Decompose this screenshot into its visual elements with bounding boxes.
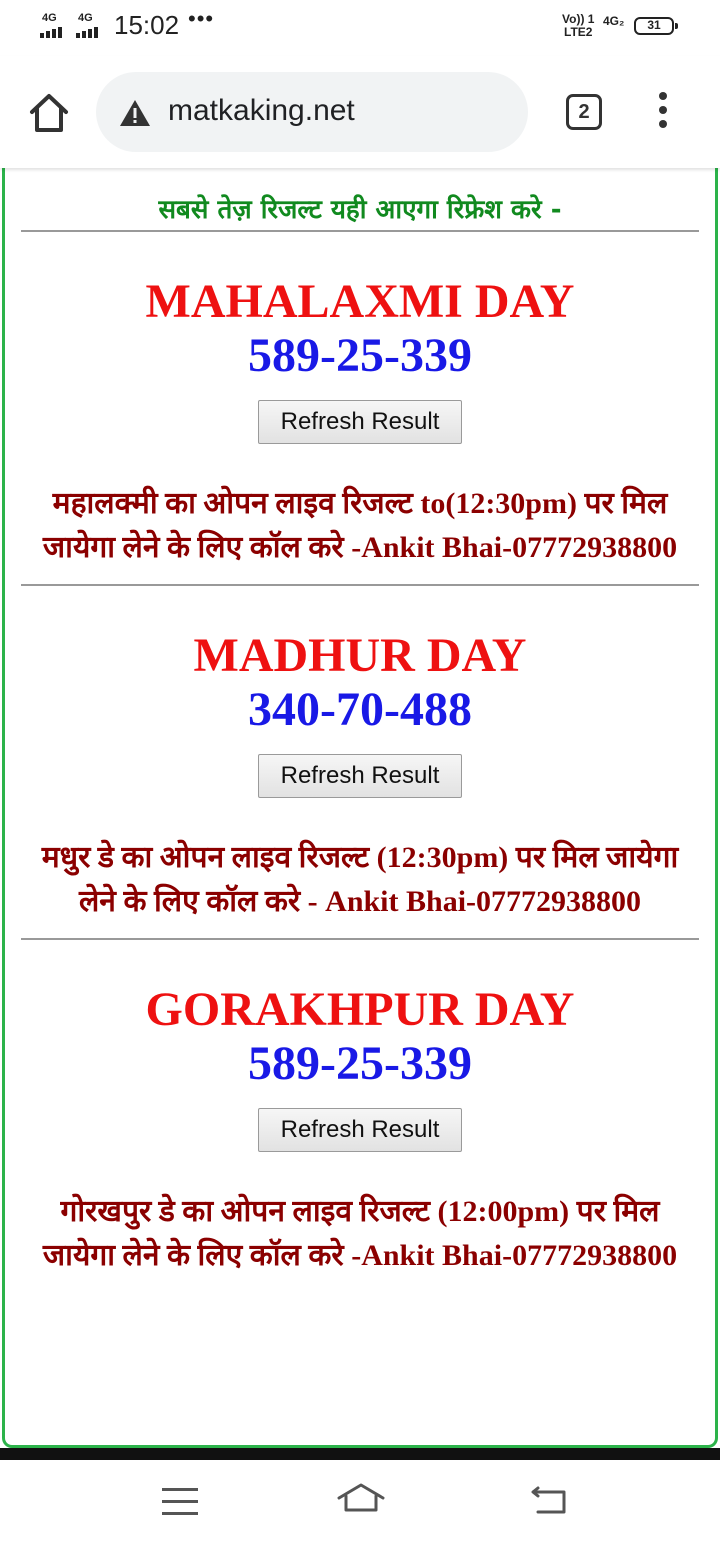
market-result: 589-25-339 bbox=[248, 1037, 472, 1090]
divider bbox=[21, 938, 699, 940]
status-time: 15:02 bbox=[114, 10, 180, 40]
notification-overflow-icon: ••• bbox=[188, 6, 215, 31]
back-icon[interactable] bbox=[530, 1486, 568, 1516]
navigation-bar bbox=[0, 1460, 720, 1544]
nav-home-icon[interactable] bbox=[336, 1482, 386, 1518]
web-page bbox=[2, 168, 718, 1448]
status-bar bbox=[0, 0, 720, 56]
browser-toolbar bbox=[0, 56, 720, 168]
home-icon[interactable] bbox=[24, 88, 74, 138]
market-card bbox=[5, 982, 715, 1278]
sim1-signal-icon bbox=[40, 12, 70, 42]
warning-icon[interactable] bbox=[118, 98, 152, 128]
market-info: मधुर डे का ओपन लाइव रिजल्ट (12:30pm) पर मिल जायेगा लेने के लिए कॉल करे - Ankit Bhai-07772938800 bbox=[41, 841, 679, 918]
sim2-signal-icon bbox=[76, 12, 106, 42]
recent-apps-icon[interactable] bbox=[162, 1488, 198, 1516]
network-type-label: 4G₂ bbox=[603, 14, 625, 28]
market-result: 340-70-488 bbox=[248, 683, 472, 736]
market-card bbox=[5, 628, 715, 938]
refresh-result-button[interactable]: Refresh Result bbox=[258, 400, 462, 444]
tab-switcher-icon[interactable]: 2 bbox=[566, 94, 602, 130]
refresh-notice: सबसे तेज़ रिजल्ट यही आएगा रिफ्रेश करे - bbox=[158, 195, 562, 225]
lte-label: LTE2 bbox=[564, 25, 593, 39]
sim1-network-label: 4G bbox=[42, 12, 57, 24]
market-result: 589-25-339 bbox=[248, 329, 472, 382]
market-name: MADHUR DAY bbox=[193, 629, 527, 682]
market-info: महालक्मी का ओपन लाइव रिजल्ट to(12:30pm) पर मिल जायेगा लेने के लिए कॉल करे -Ankit Bhai-07772938800 bbox=[42, 487, 678, 564]
more-vert-icon[interactable] bbox=[650, 92, 676, 136]
battery-icon bbox=[634, 17, 674, 35]
battery-level: 31 bbox=[647, 18, 661, 32]
divider bbox=[21, 230, 699, 232]
volte-indicator bbox=[562, 13, 594, 39]
divider bbox=[21, 584, 699, 586]
url-text[interactable]: matkaking.net bbox=[168, 94, 355, 127]
refresh-result-button[interactable]: Refresh Result bbox=[258, 754, 462, 798]
market-name: MAHALAXMI DAY bbox=[145, 275, 575, 328]
sim2-network-label: 4G bbox=[78, 12, 93, 24]
screen-divider bbox=[0, 1448, 720, 1460]
market-name: GORAKHPUR DAY bbox=[145, 983, 575, 1036]
volte-label: Vo)) 1 bbox=[562, 12, 595, 26]
market-info: गोरखपुर डे का ओपन लाइव रिजल्ट (12:00pm) पर मिल जायेगा लेने के लिए कॉल करे -Ankit Bhai-07772938800 bbox=[42, 1195, 678, 1272]
address-bar[interactable] bbox=[96, 72, 528, 152]
market-card bbox=[5, 274, 715, 584]
refresh-result-button[interactable]: Refresh Result bbox=[258, 1108, 462, 1152]
